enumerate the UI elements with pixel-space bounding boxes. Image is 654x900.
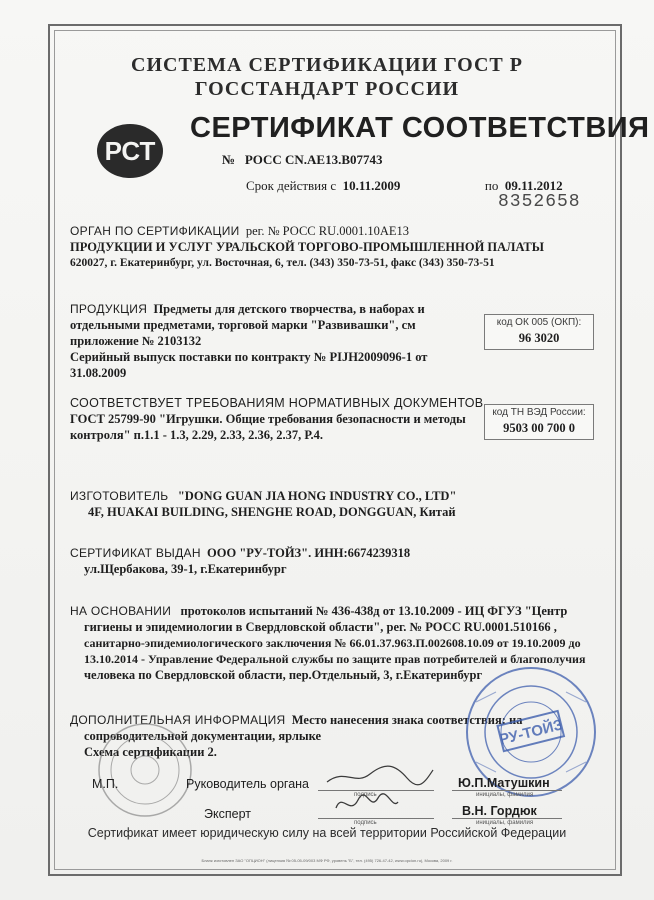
certificate-title: СЕРТИФИКАТ СООТВЕТСТВИЯ [190,112,650,144]
manufacturer-name: "DONG GUAN JIA HONG INDUSTRY CO., LTD" [177,489,457,503]
svg-text:РСТ: РСТ [104,136,156,166]
organ-line1 [70,223,409,239]
issued-address: ул.Щербакова, 39-1, г.Екатеринбург [84,562,287,576]
additional-text-1: Место нанесения знака соответствия: на [291,713,523,727]
valid-to-label: по [484,178,499,193]
head-name-line [452,790,562,791]
organ-address: 620027, г. Екатеринбург, ул. Восточная, 6, тел. (343) 350-73-51, факс (343) 350-73-51 [70,257,495,269]
product-description-3: приложение № 2103132 [70,334,202,348]
basis-text-1: протоколов испытаний № 436-438д от 13.10.2009 - ИЦ ФГУЗ "Центр [180,604,568,618]
head-signature-caption: подпись [354,792,377,798]
okp-code-value: 96 3020 [518,331,560,345]
valid-from-label: Срок действия с [246,178,337,193]
additional-label: ДОПОЛНИТЕЛЬНАЯ ИНФОРМАЦИЯ [70,713,286,727]
head-label: Руководитель органа [186,777,309,791]
organ-label: ОРГАН ПО СЕРТИФИКАЦИИ [70,224,240,238]
valid-to-date: 09.11.2012 [504,178,563,193]
basis-text-2: гигиены и эпидемиологии в Свердловской области", рег. № РОСС RU.0001.510166 , [84,620,557,634]
product-description-2: отдельными предметами, торговой марки "Развивашки", см [70,318,416,332]
okp-code-box [484,314,594,350]
system-title-line2: ГОССТАНДАРТ РОССИИ [194,78,460,100]
expert-name: В.Н. Гордюк [462,804,537,818]
conformity-label: СООТВЕТСТВУЕТ ТРЕБОВАНИЯМ НОРМАТИВНЫХ ДОКУМЕНТОВ [70,396,484,410]
basis-text-4: 13.10.2014 - Управление Федеральной службы по защите прав потребителей и благополучия [84,652,586,666]
organ-reg-number: рег. № РОСС RU.0001.10AE13 [245,224,410,238]
manufacturer-label: ИЗГОТОВИТЕЛЬ [70,489,169,503]
basis-label: НА ОСНОВАНИИ [70,604,172,618]
head-name-caption: инициалы, фамилия [476,792,534,798]
mp-label: М.П. [92,777,119,791]
system-title-line1: СИСТЕМА СЕРТИФИКАЦИИ ГОСТ Р [131,54,523,76]
number-label: № [222,152,236,167]
conformity-standard-2: контроля" п.1.1 - 1.3, 2.29, 2.33, 2.36, 2.37, Р.4. [70,428,323,442]
conformity-standard-1: ГОСТ 25799-90 "Игрушки. Общие требования безопасности и методы [70,412,466,426]
number-value: РОСС CN.AE13.B07743 [244,152,383,167]
issued-label: СЕРТИФИКАТ ВЫДАН [70,546,201,560]
tnved-code-box [484,404,594,440]
svg-text:РУ-ТОЙЗ: РУ-ТОЙЗ [497,716,565,749]
footer-legal-note: Сертификат имеет юридическую силу на всей территории Российской Федерации [87,826,567,840]
manufacturer-address: 4F, HUAKAI BUILDING, SHENGHE ROAD, DONGGUAN, Китай [88,505,456,519]
product-description-4: Серийный выпуск поставки по контракту № PIJH2009096-1 от [70,350,428,364]
organ-name: ПРОДУКЦИИ И УСЛУГ УРАЛЬСКОЙ ТОРГОВО-ПРОМЫШЛЕННОЙ ПАЛАТЫ [70,240,545,254]
basis-text-3: санитарно-эпидемиологического заключения № 66.01.37.963.П.002608.10.09 от 19.10.2009 до [84,636,581,650]
basis-text-5: человека по Свердловской области, пер.Отдельный, 3, г.Екатеринбург [84,668,483,682]
tnved-code-label: код ТН ВЭД России: [492,407,586,418]
certification-body-stamp [90,720,200,825]
product-description-1: Предметы для детского творчества, в наборах и [153,302,425,316]
footer-print-info: Бланк изготовлен ЗАО "ОПЦИОН" (лицензия № 05-05-09/003 МФ РФ, уровень "Б", тел. (495) 726-47-42, www.opcion.ru), Москва, 2009 г. [201,858,453,863]
manufacturer-line1 [70,488,456,504]
expert-name-line [452,818,562,819]
basis-line1 [70,603,567,619]
certificate-number [222,152,383,168]
expert-name-caption: инициалы, фамилия [476,820,534,826]
head-name: Ю.П.Матушкин [458,776,550,790]
expert-signature-caption: подпись [354,820,377,826]
additional-text-2: сопроводительной документации, ярлыке [84,729,322,743]
okp-code-label: код ОК 005 (ОКП): [496,317,582,328]
issued-line1 [70,545,410,561]
additional-text-3: Схема сертификации 2. [84,745,217,759]
form-serial-number: 8352658 [498,192,581,212]
product-label: ПРОДУКЦИЯ [70,302,148,316]
tnved-code-value: 9503 00 700 0 [503,421,575,435]
expert-label: Эксперт [204,807,251,821]
valid-from-date: 10.11.2009 [342,178,401,193]
product-description-5: 31.08.2009 [70,366,127,380]
issued-to: ООО "РУ-ТОЙЗ". ИНН:6674239318 [207,546,411,560]
product-line1 [70,301,425,317]
gost-r-logo-icon [95,122,165,185]
expert-signature [332,788,402,823]
